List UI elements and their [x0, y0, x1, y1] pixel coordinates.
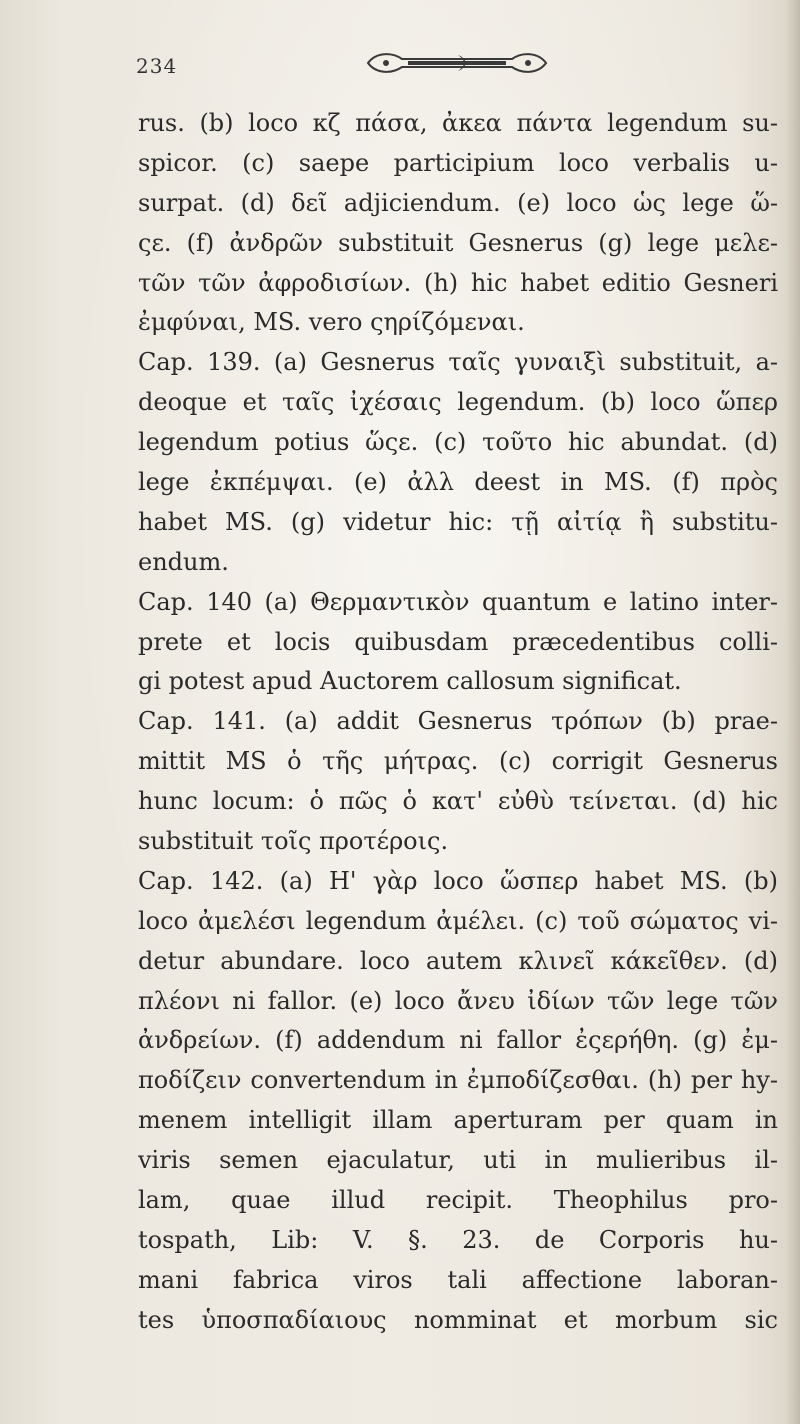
text-line: Cap. 142. (a) H' γὰρ loco ὥσπερ habet MS. (b)	[138, 866, 778, 895]
text-line: πλέονι ni fallor. (e) loco ἄνευ ἰδίων τῶν lege τῶν	[138, 986, 778, 1015]
text-line: ἀνδρείων. (f) addendum ni fallor ἐςερήθη. (g) ἐμ-	[138, 1026, 778, 1055]
text-line: viris semen ejaculatur, uti in mulieribus il-	[138, 1146, 778, 1175]
text-line: gi potest apud Auctorem callosum significat.	[138, 667, 682, 696]
text-line: Cap. 141. (a) addit Gesnerus τρόπων (b) prae-	[138, 707, 778, 736]
text-line: mittit MS ὁ τῆς μήτρας. (c) corrigit Gesnerus	[138, 747, 778, 776]
text-line: endum.	[138, 547, 229, 576]
text-line: surpat. (d) δεῖ adjiciendum. (e) loco ὡς lege ὥ-	[138, 188, 778, 217]
text-line: lam, quae illud recipit. Theophilus pro-	[138, 1186, 778, 1215]
text-line: ποδίζειν convertendum in ἐμποδίζεσθαι. (h) per hy-	[138, 1066, 778, 1095]
text-line: mani fabrica viros tali affectione laboran-	[138, 1265, 778, 1294]
text-line: legendum potius ὥςε. (c) τοῦτο hic abundat. (d)	[138, 428, 778, 457]
text-line: spicor. (c) saepe participium loco verbalis u-	[138, 148, 778, 177]
text-line: ςε. (f) ἀνδρῶν substituit Gesnerus (g) lege μελε-	[138, 228, 778, 257]
text-line: ἐμφύναι, MS. vero ςηρίζόμεναι.	[138, 308, 525, 337]
text-line: deoque et ταῖς ἰχέσαις legendum. (b) loco ὥπερ	[138, 388, 778, 417]
text-line: tospath, Lib: V. §. 23. de Corporis hu-	[138, 1225, 778, 1254]
text-line: lege ἐκπέμψαι. (e) ἀλλ deest in MS. (f) πρὸς	[138, 468, 778, 497]
text-line: loco ἀμελέσι legendum ἀμέλει. (c) τοῦ σώματος vi-	[138, 906, 778, 935]
text-line: hunc locum: ὁ πῶς ὁ κατ' εὐθὺ τείνεται. (d) hic	[138, 787, 778, 816]
page-number: 234	[136, 54, 178, 78]
text-line: τῶν τῶν ἀφροδισίων. (h) hic habet editio Gesneri	[138, 268, 778, 297]
text-line: habet MS. (g) videtur hic: τῇ αἰτίᾳ ἢ substitu-	[138, 507, 778, 536]
footnotes-text-block	[138, 104, 778, 1341]
text-line: tes ὑποσπαδίαιους nomminat et morbum sic	[138, 1305, 778, 1334]
text-line: prete et locis quibusdam præcedentibus colli-	[138, 627, 778, 656]
text-line: menem intelligit illam aperturam per quam in	[138, 1106, 778, 1135]
text-line: Cap. 139. (a) Gesnerus ταῖς γυναιξὶ substituit, a-	[138, 348, 778, 377]
page-edge-shadow	[786, 0, 800, 1424]
text-line: rus. (b) loco κζ πάσα, ἀκεα πάντα legendum su-	[138, 109, 778, 137]
header-ornament	[362, 50, 552, 76]
text-line: substituit τοῖς προτέροις.	[138, 827, 449, 856]
text-line: detur abundare. loco autem κλινεῖ κάκεῖθεν. (d)	[138, 946, 778, 975]
text-line: Cap. 140 (a) Θερμαντικὸν quantum e latino inter-	[138, 587, 778, 616]
